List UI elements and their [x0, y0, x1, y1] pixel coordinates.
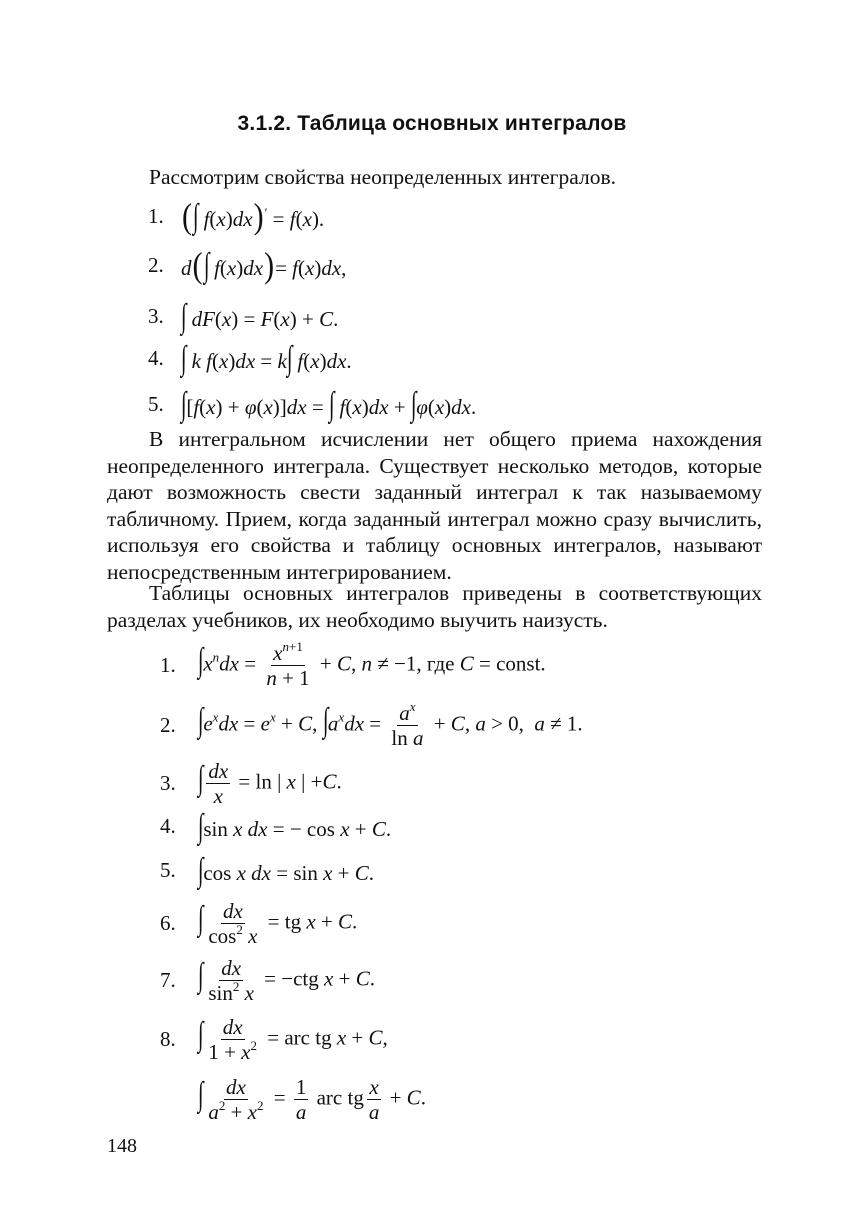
- paragraph-methods: В интегральном исчислении нет общего приема нахождения неопределенного интеграла. Существует несколько методов, которые дают возможность свести заданный интеграл к так называемому табличному. Прием, когда заданный интеграл можно сразу вычислить, используя его свойства и таблицу основных интегралов, называют непосредственным интегрированием.: [107, 427, 762, 584]
- table-formula-6: ∫ $\frac{dx}{\cos^2 x}$ = tg x + C.: [197, 898, 358, 948]
- table-formula-8a: ∫ $\frac{dx}{1 + x^2}$ = arc tg x + C,: [197, 1014, 388, 1064]
- property-1: 1. (∫ f(x)dx)′ = f(x).: [148, 196, 325, 237]
- table-row: 7. ∫ $\frac{dx}{\sin^2 x}$ = −ctg x + C.: [160, 955, 375, 1005]
- table-formula-1: $\int x^ndx$ = $\frac{x^{n+1}}{n + 1}$ + C, n ≠ −1, где C = const.: [197, 638, 546, 690]
- property-3-formula: ∫ dF(x) = F(x) + C.: [180, 298, 339, 335]
- property-2: 2. d(∫ f(x)dx)= f(x)dx,: [148, 245, 347, 286]
- table-row: 8. ∫ $\frac{dx}{1 + x^2}$ = arc tg x + C,: [160, 1014, 388, 1064]
- property-3: 3. ∫ dF(x) = F(x) + C.: [148, 298, 339, 335]
- table-formula-5: ∫cos x dx = sin x + C.: [197, 852, 375, 889]
- table-row: 3. ∫ $\frac{dx}{x}$ = ln | x | +C.: [160, 758, 342, 808]
- property-5-formula: ∫[f(x) + φ(x)]dx = ∫ f(x)dx + ∫φ(x)dx.: [180, 386, 477, 423]
- table-row: 2. $\int e^xdx = e^x + C$, $\int a^xdx$ = $\frac{a^x}{\text{ln a}}$ + C, a > 0, a ≠ 1.: [160, 698, 583, 750]
- table-row: [160, 1072, 426, 1126]
- table-row: 6. ∫ $\frac{dx}{\cos^2 x}$ = tg x + C.: [160, 898, 358, 948]
- property-1-formula: (∫ f(x)dx)′ = f(x).: [182, 196, 325, 237]
- table-row: 4. ∫sin x dx = − cos x + C.: [160, 808, 392, 845]
- property-4: 4. ∫ k f(x)dx = k∫ f(x)dx.: [148, 340, 352, 377]
- property-5: 5. ∫[f(x) + φ(x)]dx = ∫ f(x)dx + ∫φ(x)dx.: [148, 386, 477, 423]
- table-formula-8b: ∫ $\frac{dx}{a^2 + x^2}$ = $\frac{1}{a}$ arc tg $\frac{x}{a}$ + C.: [197, 1074, 426, 1124]
- intro-paragraph: Рассмотрим свойства неопределенных интегралов.: [149, 165, 616, 189]
- table-row: 5. ∫cos x dx = sin x + C.: [160, 852, 375, 889]
- section-title: 3.1.2. Таблица основных интегралов: [237, 112, 627, 135]
- paragraph-tables: Таблицы основных интегралов приведены в соответствующих разделах учебников, их необходимо выучить наизусть.: [107, 581, 762, 632]
- table-formula-3: ∫ $\frac{dx}{x}$ = ln | x | +C.: [197, 758, 342, 808]
- property-2-formula: d(∫ f(x)dx)= f(x)dx,: [181, 245, 347, 286]
- table-row: 1. $\int x^ndx$ = $\frac{x^{n+1}}{n + 1}$ + C, n ≠ −1, где C = const.: [160, 638, 546, 690]
- page-number: 148: [107, 1135, 137, 1157]
- table-formula-4: ∫sin x dx = − cos x + C.: [197, 808, 392, 845]
- property-4-formula: ∫ k f(x)dx = k∫ f(x)dx.: [180, 340, 352, 377]
- table-formula-2: $\int e^xdx = e^x + C$, $\int a^xdx$ = $\frac{a^x}{\text{ln a}}$ + C, a > 0, a ≠ 1.: [197, 698, 583, 750]
- table-formula-7: ∫ $\frac{dx}{\sin^2 x}$ = −ctg x + C.: [197, 955, 375, 1005]
